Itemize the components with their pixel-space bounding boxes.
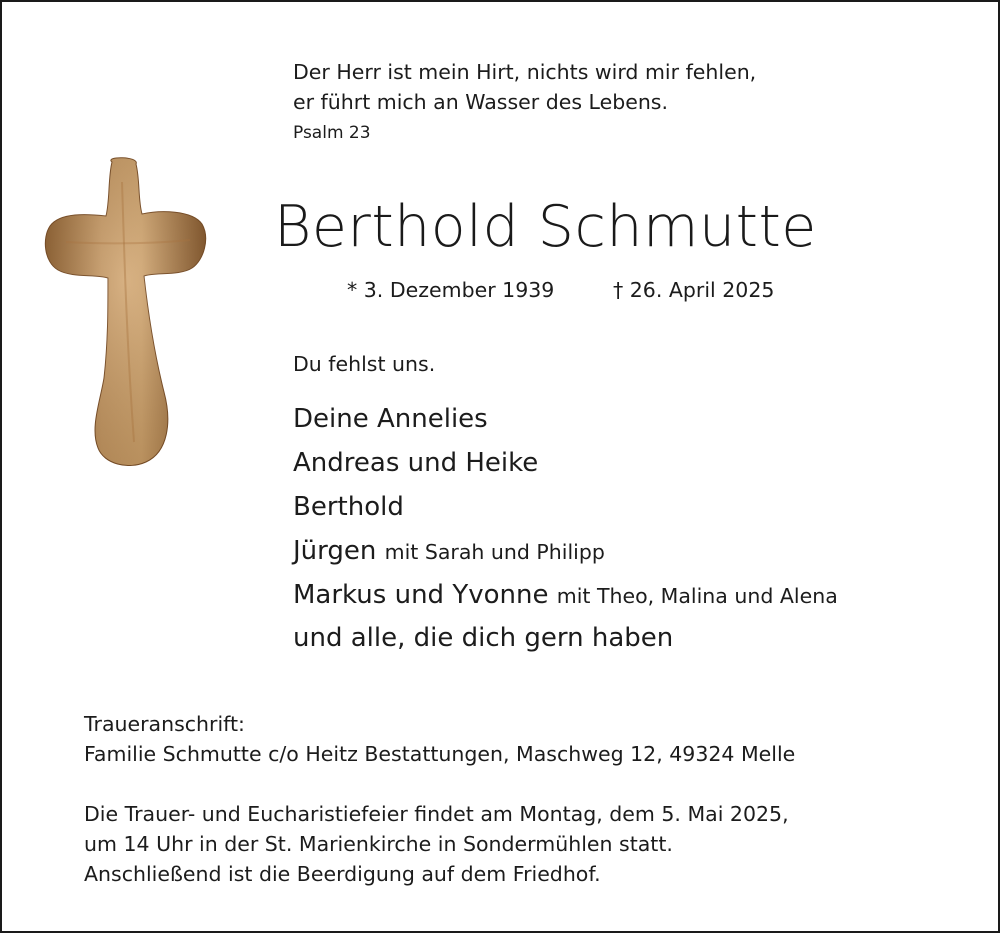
family-member <box>293 536 605 566</box>
service-line-2: um 14 Uhr in der St. Marienkirche in Sondermühlen statt. <box>84 832 673 856</box>
birth-date: * 3. Dezember 1939 <box>347 278 555 302</box>
farewell-message: Du fehlst uns. <box>293 352 436 376</box>
family-member: und alle, die dich gern haben <box>293 623 674 653</box>
family-member: Berthold <box>293 492 404 522</box>
death-date: † 26. April 2025 <box>613 278 775 302</box>
family-member-children: mit Sarah und Philipp <box>384 540 605 564</box>
verse-line-1: Der Herr ist mein Hirt, nichts wird mir fehlen, <box>293 60 757 84</box>
bible-verse <box>293 57 756 117</box>
service-line-3: Anschließend ist die Beerdigung auf dem Friedhof. <box>84 862 601 886</box>
family-member: Andreas und Heike <box>293 448 539 478</box>
family-member-name: Jürgen <box>293 536 377 566</box>
family-member: Deine Annelies <box>293 404 488 434</box>
deceased-name: Berthold Schmutte <box>274 194 817 260</box>
wooden-cross-image <box>42 152 208 468</box>
family-member <box>293 580 838 610</box>
address-label: Traueranschrift: <box>84 712 245 736</box>
verse-source: Psalm 23 <box>293 123 371 143</box>
service-line-1: Die Trauer- und Eucharistiefeier findet am Montag, dem 5. Mai 2025, <box>84 802 789 826</box>
family-member-children: mit Theo, Malina und Alena <box>556 584 838 608</box>
family-member-name: Markus und Yvonne <box>293 580 549 610</box>
verse-line-2: er führt mich an Wasser des Lebens. <box>293 90 669 114</box>
address-line: Familie Schmutte c/o Heitz Bestattungen, Maschweg 12, 49324 Melle <box>84 742 796 766</box>
